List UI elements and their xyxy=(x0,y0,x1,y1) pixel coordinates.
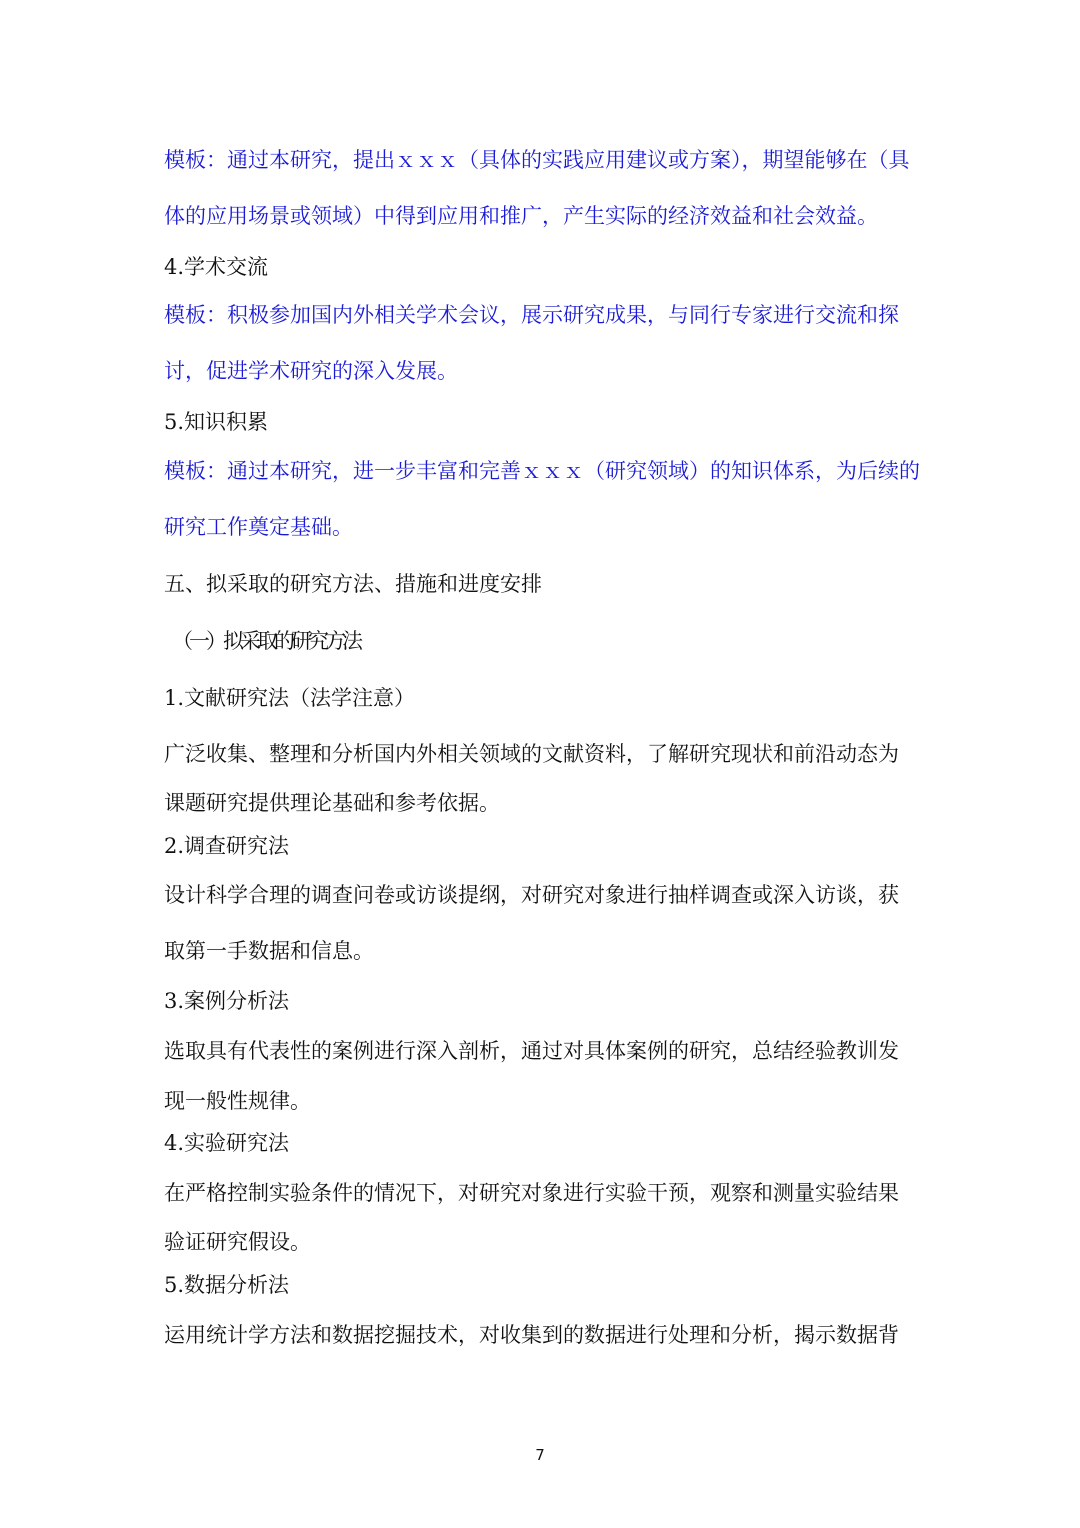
template-paragraph-line: 体的应用场景或领域）中得到应用和推广，产生实际的经济效益和社会效益。 xyxy=(164,204,878,228)
subsection-heading: （一）拟采取的研究方法 xyxy=(172,629,359,653)
method-heading-literature: 1.文献研究法（法学注意） xyxy=(164,686,416,710)
paragraph-line: 广泛收集、整理和分析国内外相关领域的文献资料，了解研究现状和前沿动态为 xyxy=(164,742,899,766)
method-heading-survey: 2.调查研究法 xyxy=(164,834,290,858)
paragraph-line: 现一般性规律。 xyxy=(164,1089,311,1113)
paragraph-line: 设计科学合理的调查问卷或访谈提纲，对研究对象进行抽样调查或深入访谈，获 xyxy=(164,883,899,907)
method-heading-case-analysis: 3.案例分析法 xyxy=(164,989,290,1013)
paragraph-line: 在严格控制实验条件的情况下，对研究对象进行实验干预，观察和测量实验结果 xyxy=(164,1181,899,1205)
paragraph-line: 验证研究假设。 xyxy=(164,1230,311,1254)
paragraph-line: 运用统计学方法和数据挖掘技术，对收集到的数据进行处理和分析，揭示数据背 xyxy=(164,1323,899,1347)
method-heading-data-analysis: 5.数据分析法 xyxy=(164,1273,290,1297)
paragraph-line: 选取具有代表性的案例进行深入剖析，通过对具体案例的研究，总结经验教训发 xyxy=(164,1039,899,1063)
chapter-heading: 五、拟采取的研究方法、措施和进度安排 xyxy=(164,572,542,596)
template-paragraph-line: 模板：通过本研究，提出ｘｘｘ（具体的实践应用建议或方案），期望能够在（具 xyxy=(164,148,910,172)
paragraph-line: 取第一手数据和信息。 xyxy=(164,939,374,963)
template-paragraph-line: 模板：通过本研究，进一步丰富和完善ｘｘｘ（研究领域）的知识体系，为后续的 xyxy=(164,459,920,483)
paragraph-line: 课题研究提供理论基础和参考依据。 xyxy=(164,791,500,815)
page-number: 7 xyxy=(535,1446,545,1464)
section-heading-academic-exchange: 4.学术交流 xyxy=(164,255,269,279)
section-heading-knowledge-accumulation: 5.知识积累 xyxy=(164,410,269,434)
template-paragraph-line: 研究工作奠定基础。 xyxy=(164,515,353,539)
method-heading-experiment: 4.实验研究法 xyxy=(164,1131,290,1155)
template-paragraph-line: 讨，促进学术研究的深入发展。 xyxy=(164,359,458,383)
template-paragraph-line: 模板：积极参加国内外相关学术会议，展示研究成果，与同行专家进行交流和探 xyxy=(164,303,899,327)
